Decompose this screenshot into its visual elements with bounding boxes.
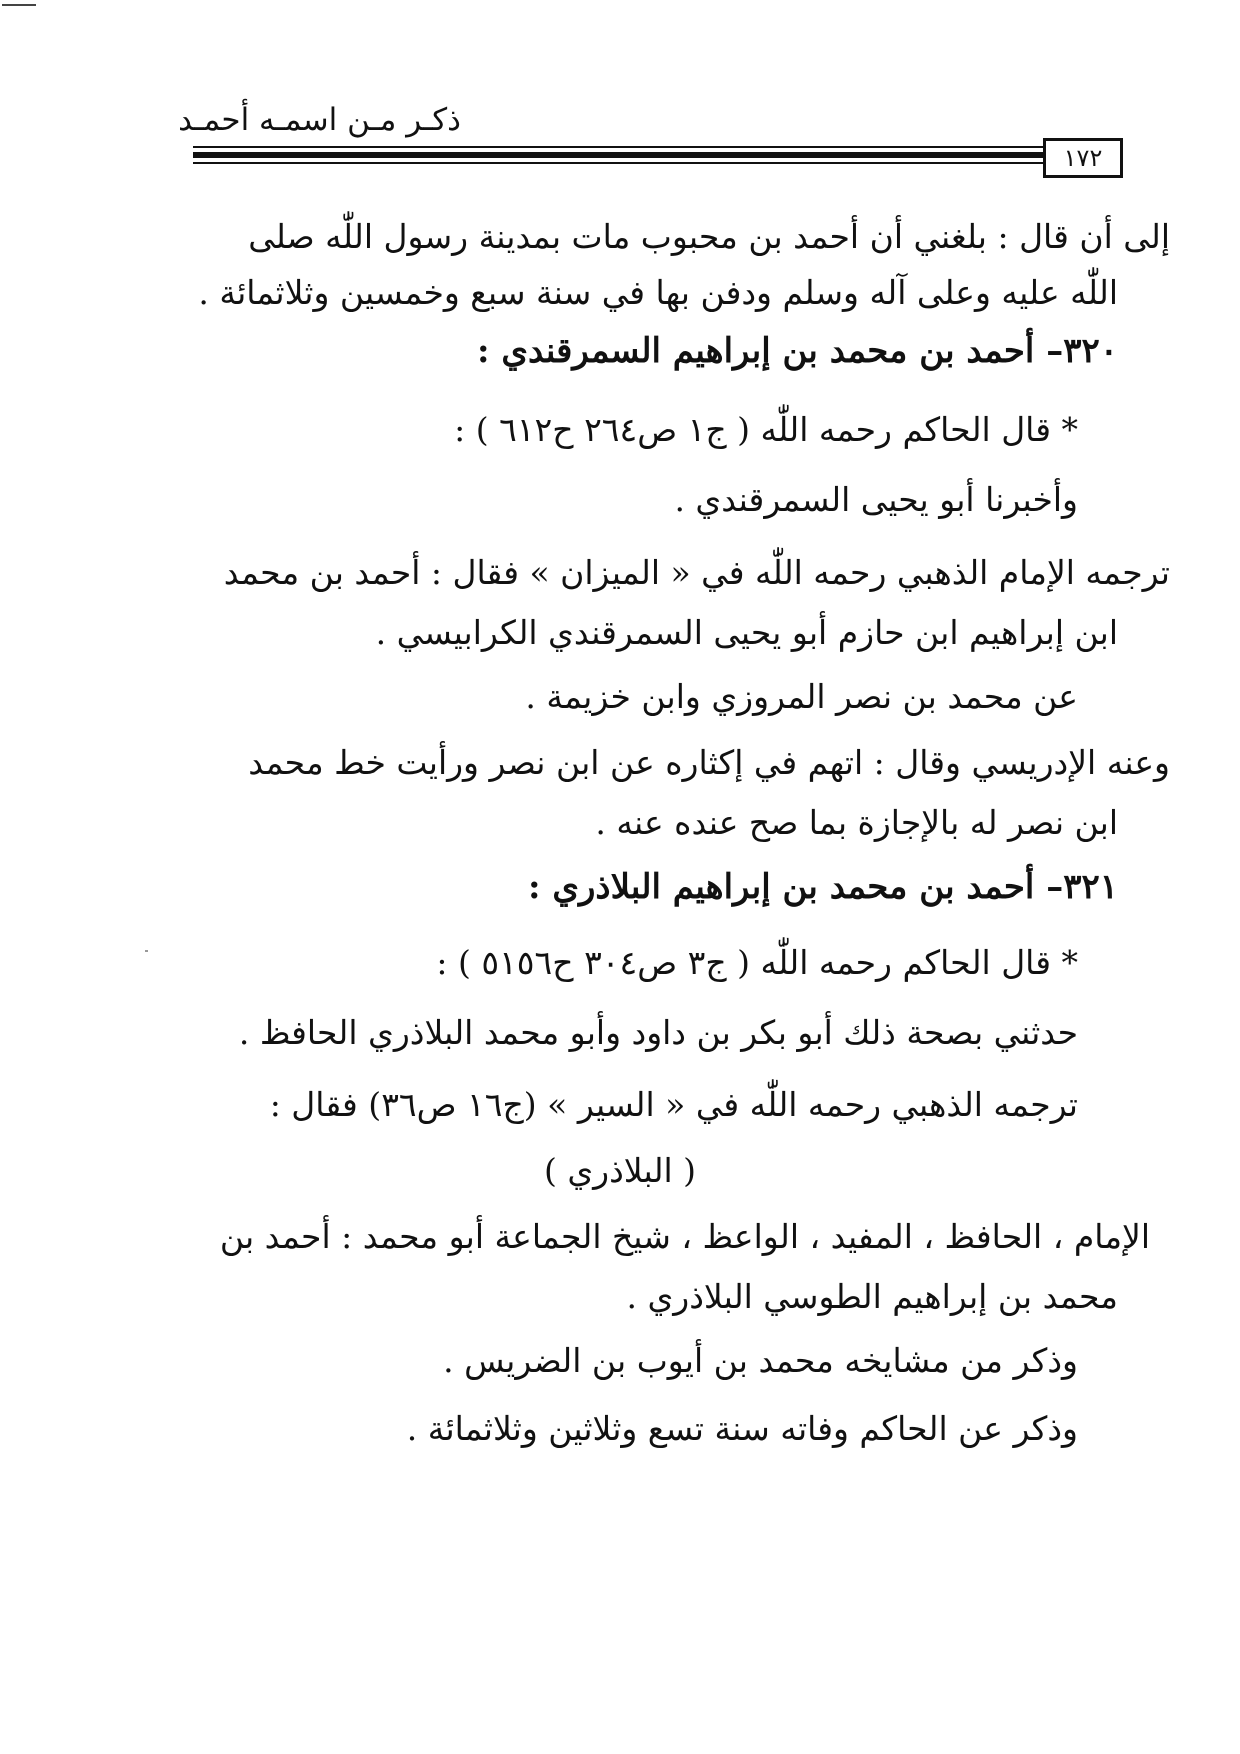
text-line: وعنه الإدريسي وقال : اتهم في إكثاره عن ابن نصر ورأيت خط محمد [248,743,1170,782]
text-line: وذكر عن الحاكم وفاته سنة تسع وثلاثين وثلاثمائة . [406,1409,1078,1448]
page-number: ١٧٢ [1063,144,1103,172]
page-number-box [1043,138,1123,178]
text-line: ترجمه الذهبي رحمه اللّٰه في « السير » (ج١٦ ص٣٦) فقال : [269,1085,1078,1124]
text-line: الإمام ، الحافظ ، المفيد ، الواعظ ، شيخ الجماعة أبو محمد : أحمد بن [219,1217,1150,1256]
text-line: وذكر من مشايخه محمد بن أيوب بن الضريس . [443,1341,1078,1380]
scan-corner-mark [2,4,36,6]
header-rule-thick [193,152,1043,158]
header-rule-thin-top [193,146,1043,148]
header-rule-thin-bottom [193,162,1043,164]
text-line: اللّٰه عليه وعلى آله وسلم ودفن بها في سنة سبع وخمسين وثلاثمائة . [198,273,1118,312]
text-line: * قال الحاكم رحمه اللّٰه ( ج١ ص٢٦٤ ح٦١٢ ) : [454,410,1078,449]
entry-heading-320: ٣٢٠– أحمد بن محمد بن إبراهيم السمرقندي : [477,331,1118,371]
text-line: وأخبرنا أبو يحيى السمرقندي . [674,480,1078,519]
text-line: ترجمه الإمام الذهبي رحمه اللّٰه في « الميزان » فقال : أحمد بن محمد [223,553,1170,592]
text-line: عن محمد بن نصر المروزي وابن خزيمة . [525,677,1078,716]
entry-heading-321: ٣٢١– أحمد بن محمد بن إبراهيم البلاذري : [528,867,1118,907]
text-line: * قال الحاكم رحمه اللّٰه ( ج٣ ص٣٠٤ ح٥١٥٦ ) : [436,943,1078,982]
text-line: حدثني بصحة ذلك أبو بكر بن داود وأبو محمد البلاذري الحافظ . [238,1013,1078,1052]
scan-speck [145,950,148,952]
text-line: إلى أن قال : بلغني أن أحمد بن محبوب مات بمدينة رسول اللّٰه صلى [248,217,1170,256]
running-header-title: ذكـر مـن اسمـه أحمـد [178,102,461,138]
text-line: ابن إبراهيم ابن حازم أبو يحيى السمرقندي الكرابيسي . [375,613,1118,652]
centered-title: ( البلاذري ) [543,1151,697,1190]
text-line: ابن نصر له بالإجازة بما صح عنده عنه . [595,803,1118,842]
text-line: محمد بن إبراهيم الطوسي البلاذري . [626,1277,1118,1316]
